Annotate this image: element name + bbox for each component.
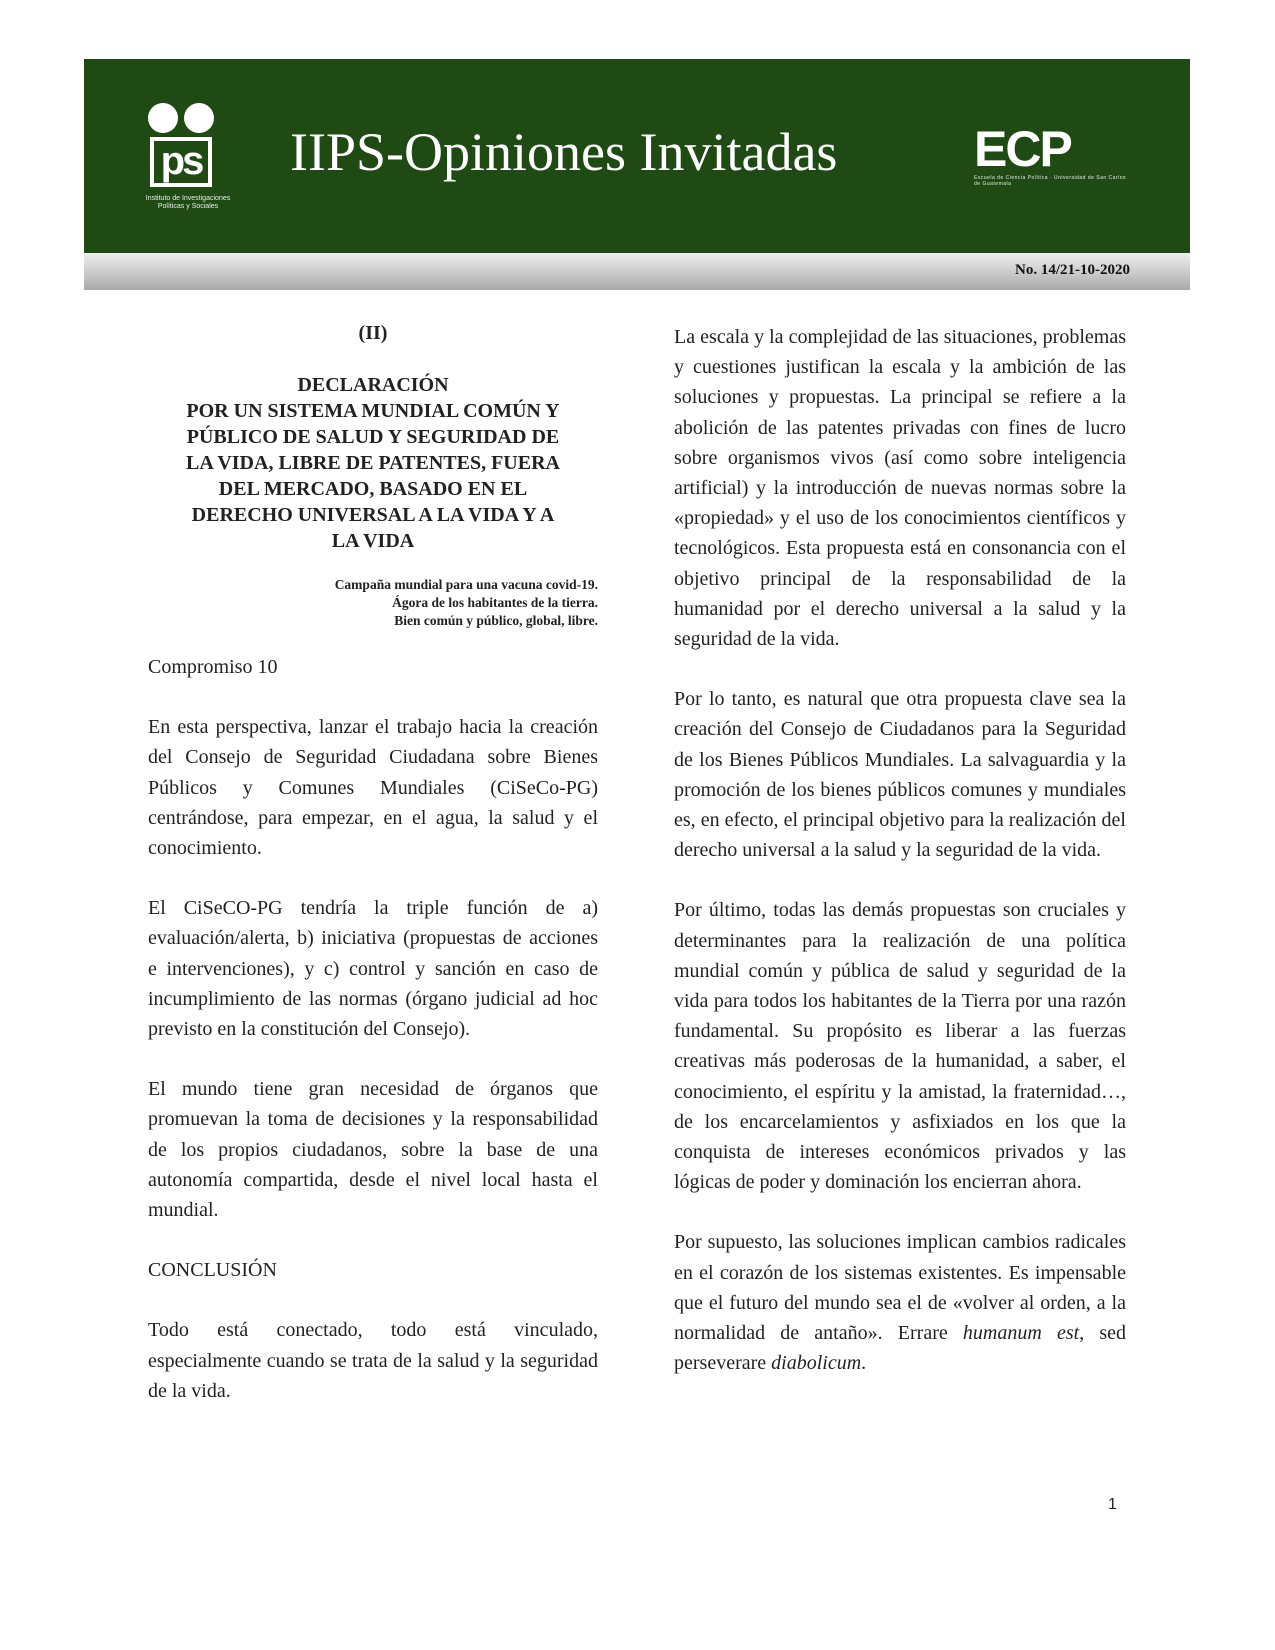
logo-letters: ps xyxy=(150,137,212,187)
publication-title: IIPS-Opiniones Invitadas xyxy=(290,122,838,182)
latin-italic: humanum est xyxy=(962,1322,1080,1345)
paragraph-text: Por supuesto, las soluciones implican cambios radicales en el corazón de los sistemas existentes. Es impensable que el futuro del mundo sea el de «volver al orden, a la normalidad de antaño». xyxy=(674,1231,1126,1345)
iips-logo xyxy=(140,103,236,215)
body-paragraph: El mundo tiene gran necesidad de órganos que promuevan la toma de decisiones y la responsabilidad de los propios ciudadanos, sobre la base de una autonomía compartida, desde el nivel local hasta el mundial. xyxy=(148,1078,598,1222)
logo-dot-icon xyxy=(184,103,214,133)
title-line: LA VIDA, LIBRE DE PATENTES, FUERA xyxy=(186,452,560,474)
body-paragraph: El CiSeCO-PG tendría la triple función de a) evaluación/alerta, b) iniciativa (propuestas de acciones e intervenciones), y c) control y sanción en caso de incumplimiento de las normas (órgano judicial ad hoc previsto en la constitución del Consejo). xyxy=(148,897,598,1041)
body-paragraph: Por lo tanto, es natural que otra propuesta clave sea la creación del Consejo de Ciudadanos para la Seguridad de los Bienes Públicos Mundiales. La salvaguardia y la promoción de los bienes públicos comunes y mundiales es, en efecto, el principal objetivo para la realización del derecho universal a la salud y la seguridad de la vida. xyxy=(674,688,1126,862)
latin-italic: diabolicum xyxy=(771,1352,862,1375)
ecp-logo-subtitle: Escuela de Ciencia Política · Universidad de San Carlos de Guatemala xyxy=(974,175,1127,187)
logo-institute-text: Instituto de Investigaciones Políticas y Sociales xyxy=(145,195,231,210)
issue-number: No. 14/21-10-2020 xyxy=(1015,262,1130,278)
campaign-subtitle xyxy=(148,576,598,630)
body-paragraph: La escala y la complejidad de las situaciones, problemas y cuestiones justifican la escala y la ambición de las soluciones y propuestas. La principal se refiere a la abolición de las patentes privadas con fines de lucro sobre organismos vivos (así como sobre inteligencia artificial) y la introducción de nuevas normas sobre la «propiedad» y el uso de los conocimientos científicos y tecnológicos. Esta propuesta está en consonancia con el objetivo principal de la responsabilidad de la humanidad por el derecho universal a la salud y la seguridad de la vida. xyxy=(674,326,1126,651)
campaign-line: Ágora de los habitantes de la tierra. xyxy=(392,595,598,610)
page-number: 1 xyxy=(1108,1496,1117,1513)
title-line: PÚBLICO DE SALUD Y SEGURIDAD DE xyxy=(186,426,560,448)
header-banner xyxy=(84,59,1190,253)
title-line: LA VIDA xyxy=(331,530,415,552)
closing-text: , sed perseverare xyxy=(674,1322,1127,1375)
title-line: DEL MERCADO, BASADO EN EL xyxy=(218,478,528,500)
right-column xyxy=(674,322,1126,1409)
section-heading: CONCLUSIÓN xyxy=(148,1259,277,1282)
closing-text: . xyxy=(861,1352,867,1375)
section-heading: Compromiso 10 xyxy=(148,656,278,678)
campaign-line: Bien común y público, global, libre. xyxy=(394,613,598,628)
body-paragraph: Todo está conectado, todo está vinculado, especialmente cuando se trata de la salud y la seguridad de la vida. xyxy=(148,1319,598,1402)
declaration-title xyxy=(148,372,598,554)
title-line: DERECHO UNIVERSAL A LA VIDA Y A xyxy=(191,504,555,526)
body-paragraph: En esta perspectiva, lanzar el trabajo hacia la creación del Consejo de Seguridad Ciudadana sobre Bienes Públicos y Comunes Mundiales (CiSeCo-PG) centrándose, para empezar, en el agua, la salud y el conocimiento. xyxy=(148,716,598,860)
title-line: DECLARACIÓN xyxy=(297,374,449,396)
title-line: POR UN SISTEMA MUNDIAL COMÚN Y xyxy=(186,400,560,422)
part-number: (II) xyxy=(358,322,388,344)
ecp-logo xyxy=(974,121,1132,191)
campaign-line: Campaña mundial para una vacuna covid-19. xyxy=(334,577,598,592)
body-paragraph: Por último, todas las demás propuestas son cruciales y determinantes para la realización de una política mundial común y pública de salud y seguridad de la vida para todos los habitantes de la Tierra por una razón fundamental. Su propósito es liberar a las fuerzas creativas más poderosas de la humanidad, a saber, el conocimiento, el espíritu y la amistad, la fraternidad…, de los encarcelamientos y asfixiados en los que la conquista de intereses económicos privados y las lógicas de poder y dominación los encierran ahora. xyxy=(674,899,1126,1194)
body-paragraph xyxy=(674,1227,1126,1378)
left-column xyxy=(148,320,598,1436)
closing-text: Errare xyxy=(897,1322,948,1345)
ecp-logo-letters: ECP xyxy=(974,121,1071,177)
issue-bar xyxy=(84,253,1190,290)
logo-dot-icon xyxy=(148,103,178,133)
